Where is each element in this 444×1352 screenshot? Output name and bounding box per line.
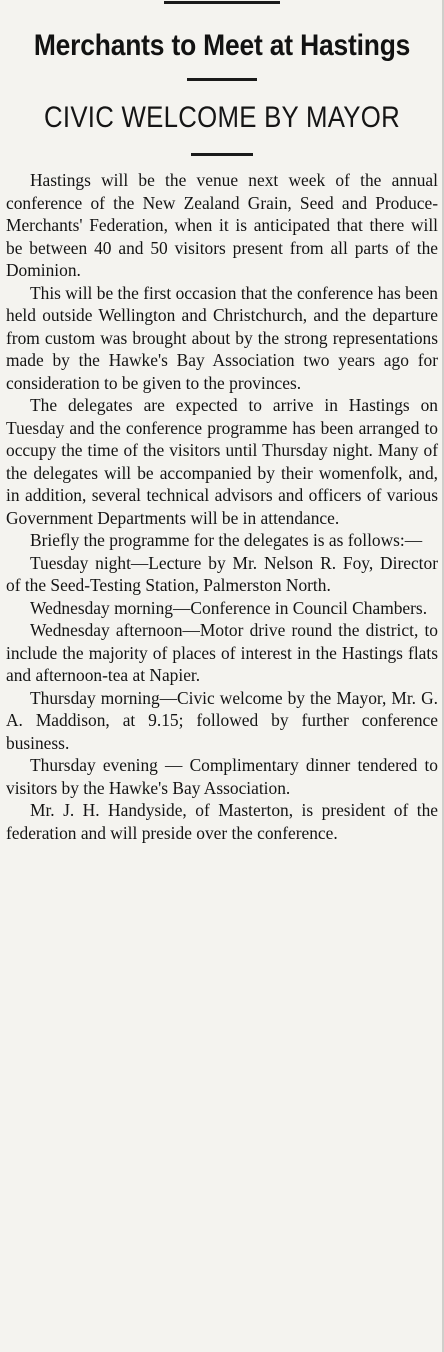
top-rule (164, 1, 280, 4)
paragraph: Wednesday morning—Conference in Council Chambers. (30, 597, 428, 618)
article-body (6, 169, 438, 844)
paragraph: Wednesday afternoon—Motor drive round the district, to include the majority of places of interest in the Hastings flats and afternoon-tea at Napier. (6, 620, 438, 685)
subheadline-divider (191, 153, 253, 156)
paragraph: Thursday evening — Complimentary dinner tendered to visitors by the Hawke's Bay Association. (6, 755, 438, 798)
subheadline: CIVIC WELCOME BY MAYOR (44, 101, 400, 134)
paragraph: Mr. J. H. Handyside, of Masterton, is president of the federation and will preside over the conference. (6, 800, 438, 843)
headline: Merchants to Meet at Hastings (33, 29, 411, 62)
paragraph: The delegates are expected to arrive in Hastings on Tuesday and the conference programme has been arranged to occupy the time of the visitors until Thursday night. Many of the delegates will be accompanied by their womenfolk, and, in addition, several technical advisors and officers of various Government Departments will be in attendance. (6, 395, 438, 528)
paragraph: This will be the first occasion that the conference has been held outside Wellington and Christchurch, and the departure from custom was brought about by the strong representations made by the Hawke's Bay Association two years ago for consideration to be given to the provinces. (6, 282, 438, 393)
paragraph: Thursday morning—Civic welcome by the Mayor, Mr. G. A. Maddison, at 9.15; followed by further conference business. (6, 687, 438, 753)
paragraph: Hastings will be the venue next week of the annual conference of the New Zealand Grain, Seed and Produce-Merchants' Federation, when it is anticipated that there will be between 40 and 50 visitors present from all parts of the Dominion. (6, 170, 438, 280)
paragraph: Briefly the programme for the delegates is as follows:— (30, 530, 423, 550)
paragraph: Tuesday night—Lecture by Mr. Nelson R. Foy, Director of the Seed-Testing Station, Palmerston North. (6, 552, 438, 595)
headline-divider (187, 78, 257, 81)
